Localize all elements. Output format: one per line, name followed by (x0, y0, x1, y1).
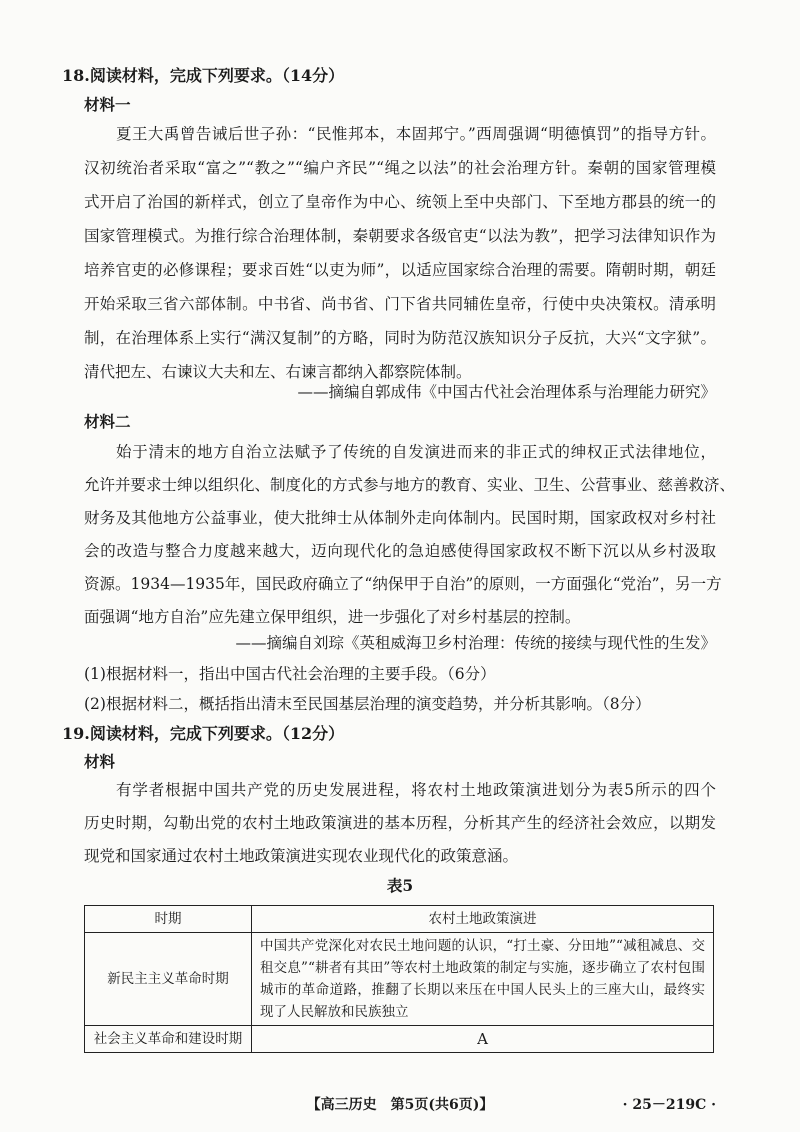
table-cell-policy: A (252, 1026, 714, 1053)
table-header-row (85, 906, 714, 933)
material-1-line: 汉初统治者采取“富之”“教之”“编户齐民”“绳之以法”的社会治理方针。秦朝的国家管理模 (84, 159, 716, 177)
sub-question-2: (2)根据材料二，概括指出清末至民国基层治理的演变趋势，并分析其影响。（8分） (84, 695, 651, 713)
question-18-title: 18.阅读材料，完成下列要求。（14分） (62, 66, 345, 85)
material-2-source: ——摘编自刘琮《英租威海卫乡村治理：传统的接续与现代性的生发》 (235, 634, 716, 652)
material-1-source: ——摘编自郭成伟《中国古代社会治理体系与治理能力研究》 (297, 383, 716, 401)
policy-table (84, 905, 714, 1053)
table-row (85, 933, 714, 1026)
page-footer: 【高三历史 第5页(共6页)】 (306, 1097, 494, 1113)
material-2-line: 资源。1934—1935年，国民政府确立了“纳保甲于自治”的原则，一方面强化“党治”，另一方 (84, 575, 722, 593)
material-2-line: 始于清末的地方自治立法赋予了传统的自发演进而来的非正式的绅权正式法律地位， (116, 443, 716, 461)
material-2-line: 面强调“地方自治”应先建立保甲组织，进一步强化了对乡村基层的控制。 (84, 608, 581, 626)
table-row (85, 1026, 714, 1053)
material-2-label: 材料二 (84, 412, 131, 431)
table-title: 表5 (386, 876, 414, 895)
material-2-line: 允许并要求士绅以组织化、制度化的方式参与地方的教育、实业、卫生、公营事业、慈善救济、 (84, 476, 736, 494)
paper-code: · 25－219C · (622, 1097, 716, 1113)
material-line: 历史时期，勾勒出党的农村土地政策演进的基本历程，分析其产生的经济社会效应，以期发 (84, 814, 716, 832)
material-line: 有学者根据中国共产党的历史发展进程，将农村土地政策演进划分为表5所示的四个 (116, 781, 716, 799)
material-1-line: 式开启了治国的新样式，创立了皇帝作为中心、统领上至中央部门、下至地方郡县的统一的 (84, 193, 716, 211)
table-header-cell: 时期 (85, 906, 252, 933)
table-cell-period: 社会主义革命和建设时期 (85, 1026, 252, 1053)
material-label: 材料 (84, 752, 116, 771)
table-cell-period: 新民主主义革命时期 (85, 933, 252, 1026)
material-1-line: 培养官吏的必修课程；要求百姓“以吏为师”，以适应国家综合治理的需要。隋朝时期，朝廷 (84, 261, 716, 279)
material-1-line: 制，在治理体系上实行“满汉复制”的方略，同时为防范汉族知识分子反抗，大兴“文字狱”。 (84, 329, 716, 347)
material-2-line: 会的改造与整合力度越来越大，迈向现代化的急迫感使得国家政权不断下沉以从乡村汲取 (84, 542, 716, 560)
question-19-title: 19.阅读材料，完成下列要求。（12分） (62, 724, 345, 743)
material-1-line: 国家管理模式。为推行综合治理体制，秦朝要求各级官吏“以法为教”，把学习法律知识作为 (84, 227, 716, 245)
material-line: 现党和国家通过农村土地政策演进实现农业现代化的政策意涵。 (84, 847, 519, 865)
table-header-cell: 农村土地政策演进 (252, 906, 714, 933)
material-1-line: 开始采取三省六部体制。中书省、尚书省、门下省共同辅佐皇帝，行使中央决策权。清承明 (84, 295, 716, 313)
sub-question-1: (1)根据材料一，指出中国古代社会治理的主要手段。（6分） (84, 665, 496, 683)
material-2-line: 财务及其他地方公益事业，使大批绅士从体制外走向体制内。民国时期，国家政权对乡村社 (84, 509, 716, 527)
material-1-line: 清代把左、右谏议大夫和左、右谏言都纳入都察院体制。 (84, 363, 472, 381)
material-1-line: 夏王大禹曾告诫后世子孙：“民惟邦本，本固邦宁。”西周强调“明德慎罚”的指导方针。 (116, 125, 716, 143)
material-1-label: 材料一 (84, 95, 131, 114)
table-cell-policy: 中国共产党深化对农民土地问题的认识，“打土豪、分田地”“减租减息、交租交息”“耕者有其田”等农村土地政策的制定与实施，逐步确立了农村包围城市的革命道路，推翻了长期以来压在中国人民头上的三座大山，最终实现了人民解放和民族独立 (252, 933, 714, 1026)
